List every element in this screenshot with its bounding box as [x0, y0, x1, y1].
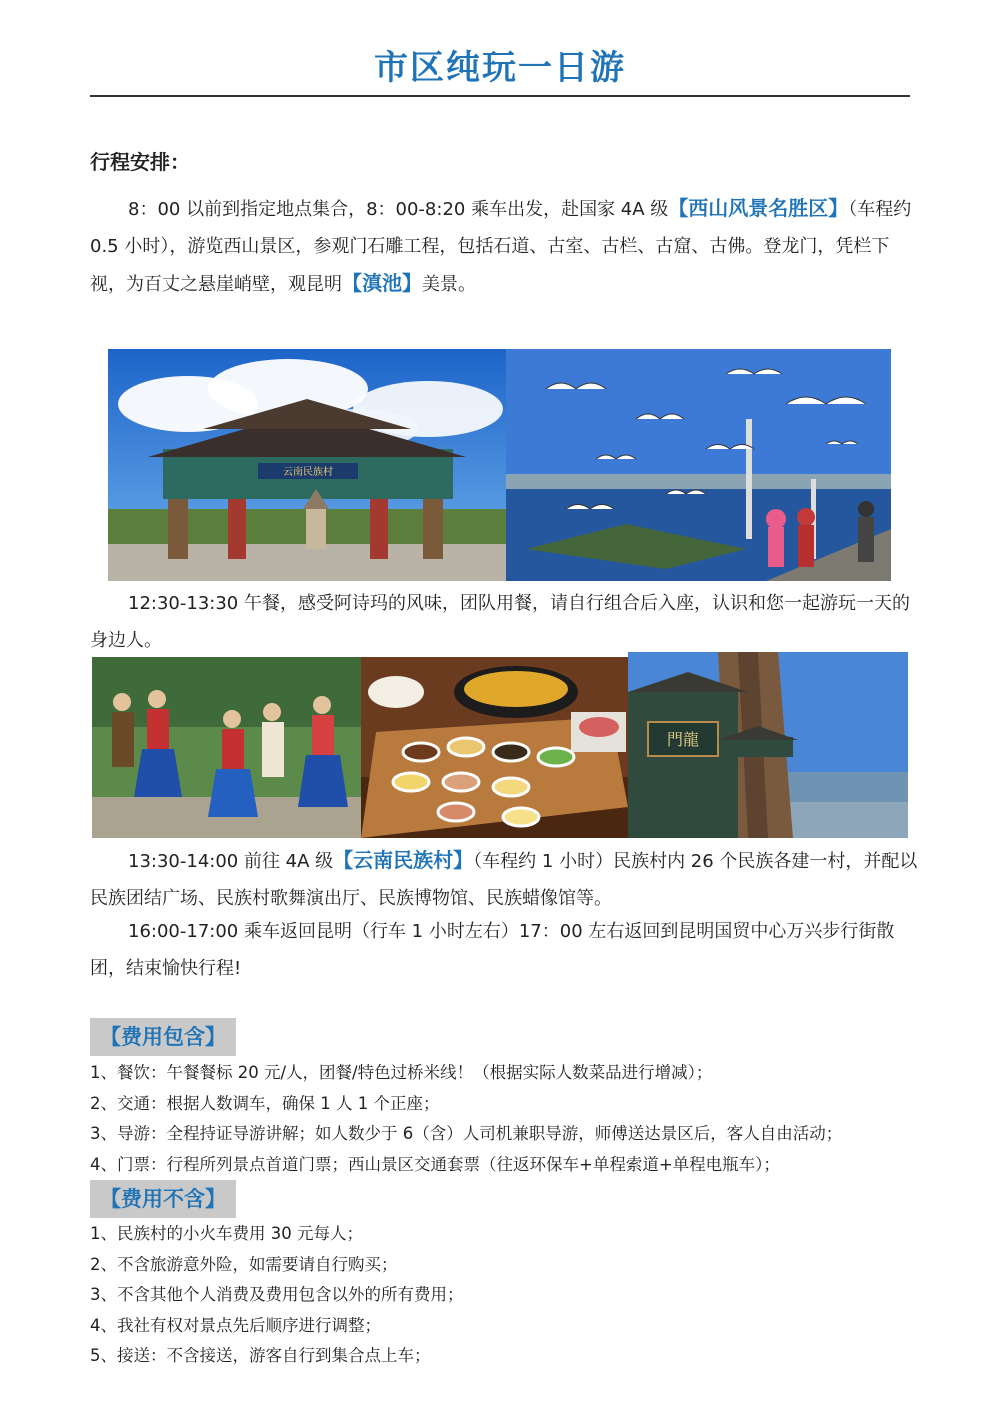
para1-text-2: （车程约 0.5 小时），游览西山景区，参观门石雕工程，包括石道、古室、古栏、古窟、古佛。登龙门，凭栏下视，为百丈之悬崖峭壁，观昆明: [90, 199, 912, 295]
ethnic-village-gate-photo: [108, 349, 506, 581]
itinerary-paragraph-2: 12:30-13:30 午餐，感受阿诗玛的风味，团队用餐，请自行组合后入座，认识和您一起游玩一天的身边人。: [90, 593, 910, 651]
itinerary-label: 行程安排：: [90, 150, 190, 174]
itinerary-paragraph-4: 16:00-17:00 乘车返回昆明（行车 1 小时左右）17：00 左右返回到昆明国贸中心万兴步行街散团，结束愉快行程!: [90, 921, 895, 979]
highlight-minzucun: 【云南民族村】: [333, 848, 474, 872]
dragon-gate-plaque: 門龍: [666, 730, 700, 749]
fee-included-list: [90, 1058, 920, 1180]
seagulls-dianchi-photo: [506, 349, 891, 581]
dragon-gate-photo: [628, 652, 908, 838]
list-item: 1、餐饮：午餐餐标 20 元/人，团餐/特色过桥米线！（根据实际人数菜品进行增减）；: [90, 1063, 713, 1082]
highlight-xishan: 【西山风景名胜区】: [668, 196, 849, 220]
list-item: 3、不含其他个人消费及费用包含以外的所有费用；: [90, 1285, 464, 1304]
fee-excluded-list: [90, 1219, 920, 1372]
title-divider: [90, 95, 910, 97]
itinerary-paragraph-1: [90, 190, 920, 303]
ethnic-dancers-photo: [92, 657, 361, 838]
highlight-dianchi: 【滇池】: [342, 271, 422, 295]
para3-text-2: （车程约 1 小时）民族村内 26 个民族各建一村，并配以民族团结广场、民族村歌舞演出厅、民族博物馆、民族蜡像馆等。: [90, 851, 918, 909]
fee-included-tag: 【费用包含】: [90, 1018, 236, 1056]
para3-text-1: 13:30-14:00 前往 4A 级: [128, 851, 334, 872]
page-title: 市区纯玩一日游: [374, 48, 626, 88]
list-item: 2、不含旅游意外险，如需要请自行购买；: [90, 1254, 398, 1274]
list-item: 3、导游：全程持证导游讲解；如人数少于 6（含）人司机兼职导游，师傅送达景区后，客人自由活动；: [90, 1124, 843, 1143]
itinerary-paragraph-3: [90, 842, 920, 917]
list-item: 4、门票：行程所列景点首道门票；西山景区交通套票（往返环保车+单程索道+单程电瓶车）；: [90, 1154, 780, 1174]
para1-text-3: 美景。: [422, 274, 476, 295]
para1-text-1: 8：00 以前到指定地点集合，8：00-8:20 乘车出发，赴国家 4A 级: [128, 199, 669, 220]
fee-excluded-tag: 【费用不含】: [90, 1180, 236, 1218]
list-item: 4、我社有权对景点先后顺序进行调整；: [90, 1315, 381, 1335]
lunch-food-photo: [361, 657, 628, 838]
list-item: 1、民族村的小火车费用 30 元每人；: [90, 1224, 363, 1243]
gate-sign-text: 云南民族村: [283, 467, 333, 478]
list-item: 5、接送：不含接送，游客自行到集合点上车；: [90, 1346, 431, 1365]
list-item: 2、交通：根据人数调车，确保 1 人 1 个正座；: [90, 1093, 440, 1113]
